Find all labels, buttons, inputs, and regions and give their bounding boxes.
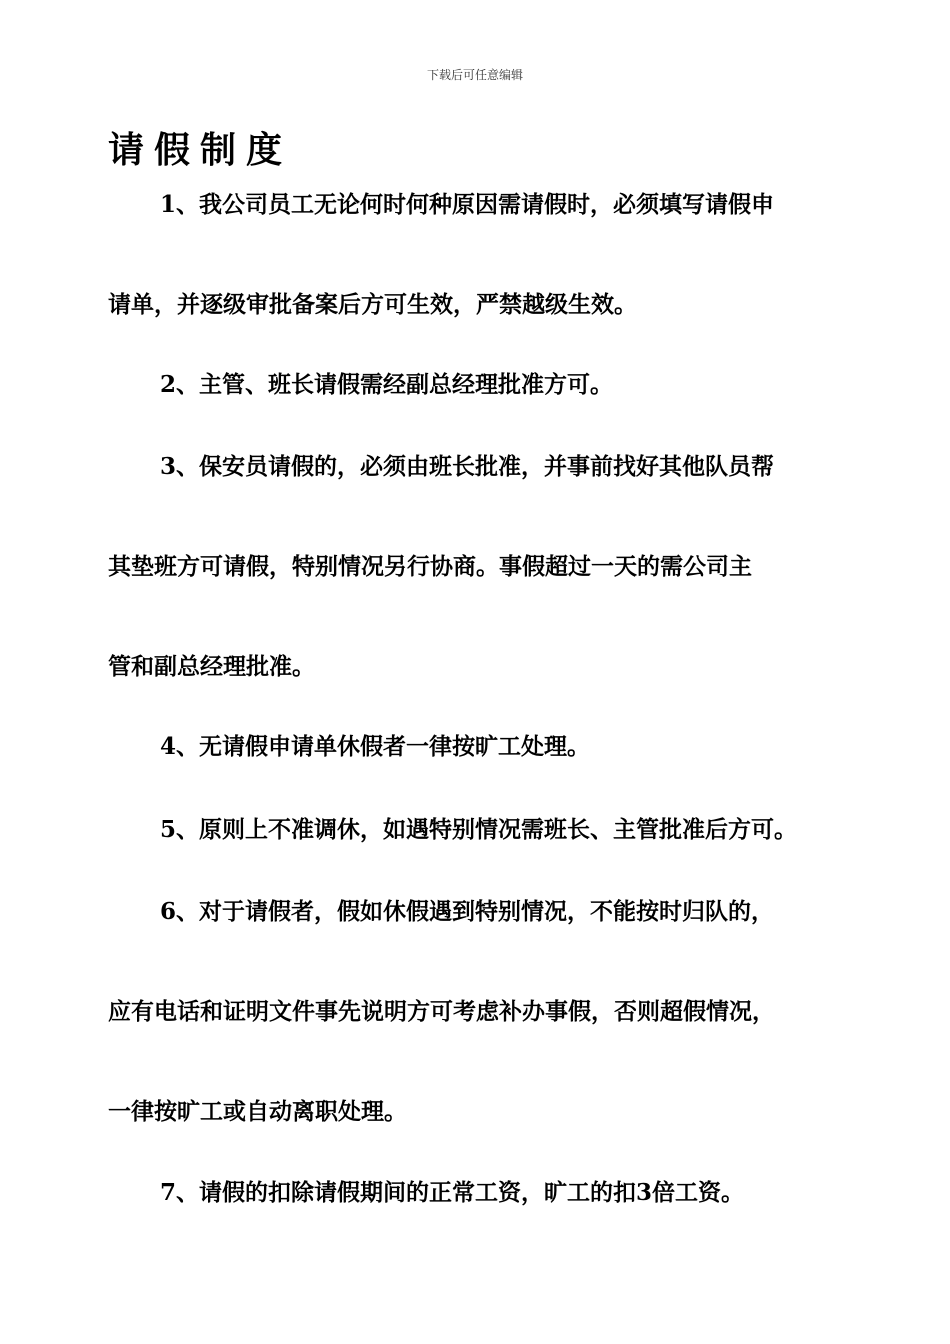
rule-7-line-1: 7、请假的扣除请假期间的正常工资，旷工的扣3倍工资。 bbox=[160, 1179, 745, 1206]
rule-2-line-1: 2、主管、班长请假需经副总经理批准方可。 bbox=[160, 371, 614, 398]
rule-3-line-1: 3、保安员请假的，必须由班长批准，并事前找好其他队员帮 bbox=[160, 453, 775, 480]
rule-1-line-2: 请单，并逐级审批备案后方可生效，严禁越级生效。 bbox=[108, 291, 637, 318]
header-note: 下载后可任意编辑 bbox=[426, 68, 523, 82]
rule-6-line-3: 一律按旷工或自动离职处理。 bbox=[108, 1098, 407, 1125]
rule-4-line-1: 4、无请假申请单休假者一律按旷工处理。 bbox=[160, 733, 591, 760]
rule-3-line-3: 管和副总经理批准。 bbox=[108, 653, 315, 680]
document-title: 请假制度 bbox=[108, 129, 293, 171]
rule-6-line-1: 6、对于请假者，假如休假遇到特别情况，不能按时归队的， bbox=[160, 898, 775, 925]
rule-1-line-1: 1、我公司员工无论何时何种原因需请假时，必须填写请假申 bbox=[160, 191, 775, 218]
rule-5-line-1: 5、原则上不准调休，如遇特别情况需班长、主管批准后方可。 bbox=[160, 816, 798, 843]
rule-6-line-2: 应有电话和证明文件事先说明方可考虑补办事假，否则超假情况， bbox=[108, 998, 775, 1025]
rule-3-line-2: 其垫班方可请假，特别情况另行协商。事假超过一天的需公司主 bbox=[108, 553, 752, 580]
